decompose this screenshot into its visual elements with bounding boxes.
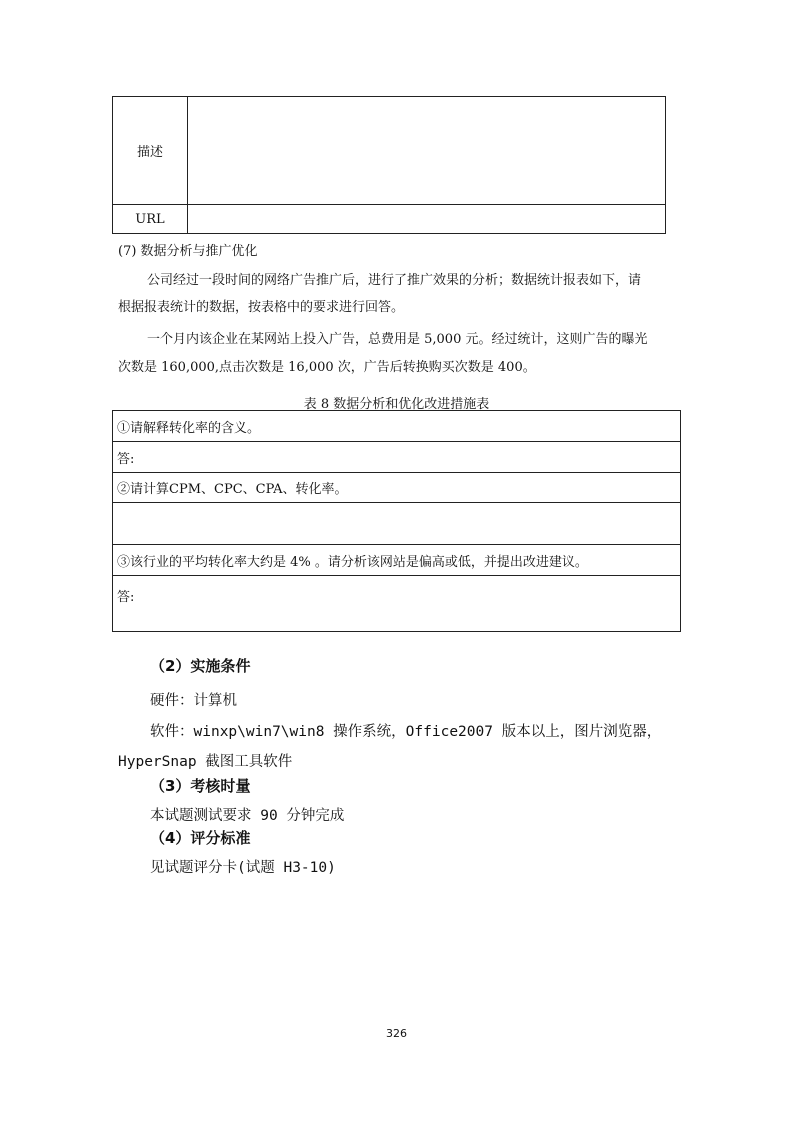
url-field	[188, 205, 666, 234]
table8-a1: 答:	[113, 442, 681, 473]
section7-para2-line1: 一个月内该企业在某网站上投入广告，总费用是 5,000 元。经过统计，这则广告的曝光	[147, 332, 648, 347]
page-number: 326	[386, 1027, 407, 1040]
scoring-heading: （4）评分标准	[150, 829, 251, 847]
time-text: 本试题测试要求 90 分钟完成	[150, 808, 345, 824]
section7-heading: (7) 数据分析与推广优化	[118, 244, 258, 259]
description-label: 描述	[113, 97, 188, 205]
answer-form-table	[112, 96, 666, 234]
section7-para1-line2: 根据报表统计的数据，按表格中的要求进行回答。	[118, 300, 405, 315]
hardware-text: 硬件：计算机	[150, 693, 237, 709]
conditions-heading: （2）实施条件	[150, 657, 251, 675]
software-line1: 软件：winxp\win7\win8 操作系统，Office2007 版本以上，图片浏览器，	[150, 724, 662, 740]
table8-a3: 答:	[113, 576, 681, 632]
section7-para1-line1: 公司经过一段时间的网络广告推广后，进行了推广效果的分析；数据统计报表如下，请	[147, 273, 642, 288]
section7-para2-line2: 次数是 160,000,点击次数是 16,000 次，广告后转换购买次数是 400。	[118, 360, 536, 375]
url-label: URL	[113, 205, 188, 234]
description-field	[188, 97, 666, 205]
table8	[112, 410, 681, 632]
table8-q1: ①请解释转化率的含义。	[113, 411, 681, 442]
table8-q3: ③该行业的平均转化率大约是 4% 。请分析该网站是偏高或低，并提出改进建议。	[113, 545, 681, 576]
table8-a2	[113, 503, 681, 545]
table8-q2: ②请计算CPM、CPC、CPA、转化率。	[113, 473, 681, 503]
time-heading: （3）考核时量	[150, 777, 251, 795]
table8-caption: 表 8 数据分析和优化改进措施表	[303, 397, 490, 412]
scoring-text: 见试题评分卡(试题 H3-10)	[150, 860, 336, 876]
software-line2: HyperSnap 截图工具软件	[118, 754, 293, 770]
